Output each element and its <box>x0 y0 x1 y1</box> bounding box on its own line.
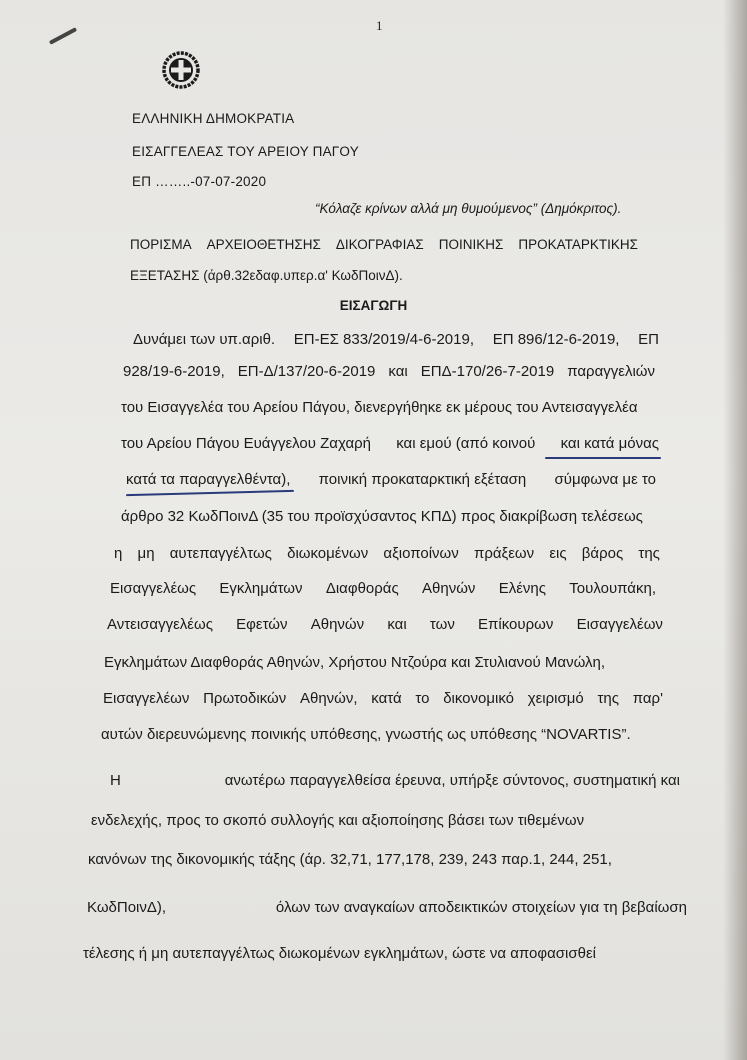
body-segment: άρθρο 32 ΚωδΠοινΔ (35 του προϊσχύσαντος ΚΠΔ) προς διακρίβωση τελέσεως <box>121 508 643 525</box>
body-line-8 <box>110 580 656 597</box>
body-segment: το <box>415 690 430 707</box>
body-segment: παραγγελιών <box>567 363 655 380</box>
body-segment: Αθηνών <box>422 580 476 597</box>
body-segment: Η <box>110 772 121 789</box>
body-segment: του Εισαγγελέα του Αρείου Πάγου, διενεργήθηκε εκ μέρους του Αντεισαγγελέα <box>121 399 638 416</box>
page-edge-shadow <box>723 0 747 1060</box>
body-line-12 <box>101 726 668 743</box>
body-segment: αυτών διερευνώμενης ποινικής υπόθεσης, γνωστής ως υπόθεσης “NOVARTIS”. <box>101 726 631 743</box>
body-segment: κανόνων της δικονομικής τάξης (άρ. 32,71, 177,178, 239, 243 παρ.1, 244, 251, <box>88 851 612 868</box>
body-segment: ενδελεχής, προς το σκοπό συλλογής και αξιοποίησης βάσει των τιθεμένων <box>91 812 585 829</box>
body-segment: ΕΠΔ-170/26-7-2019 <box>420 363 555 380</box>
body-line-6 <box>121 508 657 525</box>
body-segment: Δυνάμει των υπ.αριθ. <box>133 331 276 348</box>
title-line-1 <box>130 237 638 252</box>
body-segment: Αθηνών <box>310 616 365 633</box>
body-segment: ΕΠ <box>638 331 659 348</box>
body-segment: ΕΠ 896/12-6-2019, <box>492 331 620 348</box>
body-line-1 <box>133 331 659 348</box>
body-segment: εις <box>549 545 567 562</box>
body-segment: και εμού (από κοινού <box>396 435 536 452</box>
body-segment: πράξεων <box>473 545 535 562</box>
body-segment: και <box>388 363 408 380</box>
body-line-15 <box>88 851 688 868</box>
header-reference: ΕΠ ……..-07-07-2020 <box>132 174 267 189</box>
header-republic: ΕΛΛΗΝΙΚΗ ΔΗΜΟΚΡΑΤΙΑ <box>132 111 295 126</box>
body-segment: δικονομικό <box>443 690 515 707</box>
body-segment: Αθηνών, <box>299 690 358 707</box>
body-line-10 <box>104 654 666 671</box>
body-segment: κατά <box>371 690 402 707</box>
motto-quote: “Κόλαζε κρίνων αλλά μη θυμούμενος” (Δημόκριτος). <box>315 201 622 216</box>
page-number: 1 <box>376 18 383 33</box>
body-segment: Εισαγγελέως <box>110 580 197 597</box>
body-segment: του Αρείου Πάγου Ευάγγελου Ζαχαρή <box>121 435 371 452</box>
body-line-3 <box>121 399 657 416</box>
body-line-7 <box>114 545 660 562</box>
body-line-14 <box>91 812 679 829</box>
body-line-11 <box>103 690 663 707</box>
body-segment: ΚωδΠοινΔ), <box>87 899 167 916</box>
title-word: ΑΡΧΕΙΟΘΕΤΗΣΗΣ <box>206 237 321 252</box>
body-segment: Εισαγγελέων <box>576 616 663 633</box>
section-heading: ΕΙΣΑΓΩΓΗ <box>339 298 408 313</box>
body-segment: της <box>638 545 660 562</box>
body-segment: Διαφθοράς <box>325 580 399 597</box>
title-word: ΠΡΟΚΑΤΑΡΚΤΙΚΗΣ <box>518 237 638 252</box>
title-word: ΠΟΙΝΙΚΗΣ <box>438 237 504 252</box>
body-segment: και <box>387 616 407 633</box>
title-word: ΕΞΕΤΑΣΗΣ (άρθ.32εδαφ.υπερ.α' ΚωδΠοινΔ). <box>130 268 403 283</box>
body-segment: της <box>597 690 619 707</box>
body-line-9 <box>107 616 663 633</box>
body-segment: Πρωτοδικών <box>203 690 287 707</box>
body-segment: παρ' <box>632 690 663 707</box>
title-word: ΠΟΡΙΣΜΑ <box>130 237 192 252</box>
body-line-5 <box>126 471 656 488</box>
body-segment: κατά τα παραγγελθέντα), <box>126 471 291 488</box>
title-word: ΔΙΚΟΓΡΑΦΙΑΣ <box>335 237 424 252</box>
body-line-16 <box>87 899 687 916</box>
body-line-17 <box>83 945 691 962</box>
body-segment: Εγκλημάτων <box>219 580 303 597</box>
body-segment: Αντεισαγγελέως <box>107 616 213 633</box>
body-segment: χειρισμό <box>527 690 584 707</box>
handwritten-underline <box>126 490 294 496</box>
body-segment: ανωτέρω παραγγελθείσα έρευνα, υπήρξε σύντονος, συστηματική και <box>224 772 680 789</box>
body-segment: ΕΠ-Δ/137/20-6-2019 <box>237 363 376 380</box>
body-segment: αξιοποίνων <box>383 545 459 562</box>
body-line-13 <box>110 772 680 789</box>
body-segment: σύμφωνα με το <box>554 471 656 488</box>
body-segment: ποινική προκαταρκτική εξέταση <box>318 471 527 488</box>
body-segment: Εφετών <box>236 616 288 633</box>
body-segment: και κατά μόνας <box>560 435 659 452</box>
body-segment: διωκομένων <box>287 545 369 562</box>
body-segment: τέλεσης ή μη αυτεπαγγέλτως διωκομένων εγκλημάτων, ώστε να αποφασισθεί <box>83 945 596 962</box>
body-segment: Τουλουπάκη, <box>569 580 656 597</box>
body-segment: βάρος <box>581 545 624 562</box>
body-segment: ΕΠ-ΕΣ 833/2019/4-6-2019, <box>293 331 475 348</box>
body-segment: Εισαγγελέων <box>103 690 190 707</box>
title-line-2 <box>130 268 403 283</box>
pen-mark <box>49 27 77 45</box>
header-prosecutor: ΕΙΣΑΓΓΕΛΕΑΣ ΤΟΥ ΑΡΕΙΟΥ ΠΑΓΟΥ <box>132 144 359 159</box>
body-segment: Ελένης <box>498 580 546 597</box>
body-segment: 928/19-6-2019, <box>123 363 225 380</box>
handwritten-underline <box>545 457 661 459</box>
body-segment: η <box>114 545 123 562</box>
body-segment: μη <box>137 545 155 562</box>
body-line-4 <box>121 435 659 452</box>
body-line-2 <box>123 363 655 380</box>
greek-coat-of-arms-icon <box>161 50 201 90</box>
body-segment: αυτεπαγγέλτως <box>169 545 272 562</box>
body-segment: Επίκουρων <box>478 616 554 633</box>
body-segment: των <box>429 616 455 633</box>
body-segment: Εγκλημάτων Διαφθοράς Αθηνών, Χρήστου Ντζούρα και Στυλιανού Μανώλη, <box>104 654 605 671</box>
body-segment: όλων των αναγκαίων αποδεικτικών στοιχείων για τη βεβαίωση <box>275 899 687 916</box>
